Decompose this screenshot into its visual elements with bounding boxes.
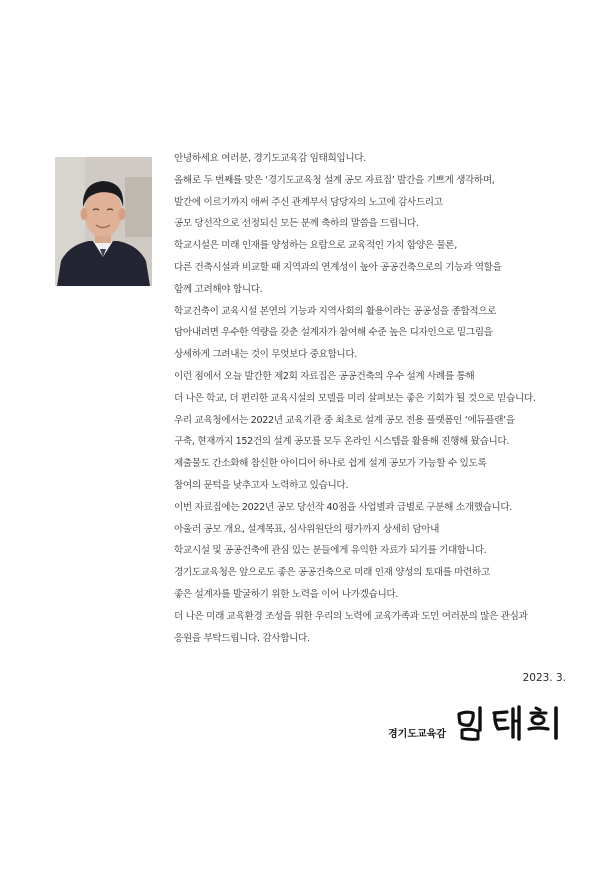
letter-line: 참여의 문턱을 낮추고자 노력하고 있습니다. [174, 479, 349, 491]
letter-line: 더 나은 학교, 더 편리한 교육시설의 모델을 미리 살펴보는 좋은 기회가 될 것으로 믿습니다. [174, 392, 536, 404]
letter-line: 경기도교육청은 앞으로도 좋은 공공건축으로 미래 인재 양성의 토대를 마련하고 [174, 567, 490, 579]
letter-line: 응원을 부탁드립니다. 감사합니다. [174, 632, 310, 644]
letter-line: 발간에 이르기까지 애써 주신 관계부서 담당자의 노고에 감사드리고 [174, 196, 443, 208]
letter-line: 좋은 설계자를 발굴하기 위한 노력을 이어 나가겠습니다. [174, 588, 399, 600]
letter-line: 담아내려면 우수한 역량을 갖춘 설계자가 참여해 수준 높은 디자인으로 밑그림을 [174, 327, 493, 339]
letter-line: 학교건축이 교육시설 본연의 기능과 지역사회의 활용이라는 공공성을 종합적으로 [174, 305, 497, 317]
signer-title: 경기도교육감 [388, 729, 446, 740]
letter-line: 제출물도 간소화해 참신한 아이디어 하나로 쉽게 설계 공모가 가능할 수 있도록 [174, 458, 487, 470]
letter-line: 상세하게 그려내는 것이 무엇보다 중요합니다. [174, 349, 357, 361]
letter-line: 아울러 공모 개요, 설계목표, 심사위원단의 평가까지 상세히 담아내 [174, 523, 440, 535]
handwritten-signature [456, 704, 568, 742]
letter-date: 2023. 3. [522, 672, 566, 684]
letter-line: 안녕하세요 여러분, 경기도교육감 임태희입니다. [174, 153, 366, 164]
letter-line: 다른 건축시설과 비교할 때 지역과의 연계성이 높아 공공건축으로의 기능과 역할을 [174, 261, 502, 273]
letter-line: 올해로 두 번째를 맞은 ‘경기도교육청 설계 공모 자료집’ 발간을 기쁘게 생각하며, [174, 174, 495, 186]
letter-line: 더 나은 미래 교육환경 조성을 위한 우리의 노력에 교육가족과 도민 여러분의 많은 관심과 [174, 610, 528, 622]
letter-line: 구축, 현재까지 152건의 설계 공모를 모두 온라인 시스템을 활용해 진행해 왔습니다. [174, 436, 510, 448]
letter-line: 우리 교육청에서는 2022년 교육기관 중 최초로 설계 공모 전용 플랫폼인 ‘에듀플랜’을 [174, 414, 515, 426]
letter-line: 함께 고려해야 합니다. [174, 283, 263, 295]
letter-line: 공모 당선작으로 선정되신 모든 분께 축하의 말씀을 드립니다. [174, 218, 419, 230]
letter-line: 학교시설 및 공공건축에 관심 있는 분들에게 유익한 자료가 되기를 기대합니다. [174, 545, 487, 557]
letter-line: 학교시설은 미래 인재를 양성하는 요람으로 교육적인 가치 함양은 물론, [174, 240, 457, 252]
letter-line: 이번 자료집에는 2022년 공모 당선작 40점을 사업별과 급별로 구분해 소개했습니다. [174, 501, 512, 513]
superintendent-portrait [55, 157, 152, 286]
greeting-letter [174, 148, 574, 649]
letter-line: 이런 점에서 오늘 발간한 제2회 자료집은 공공건축의 우수 설계 사례를 통해 [174, 370, 475, 382]
